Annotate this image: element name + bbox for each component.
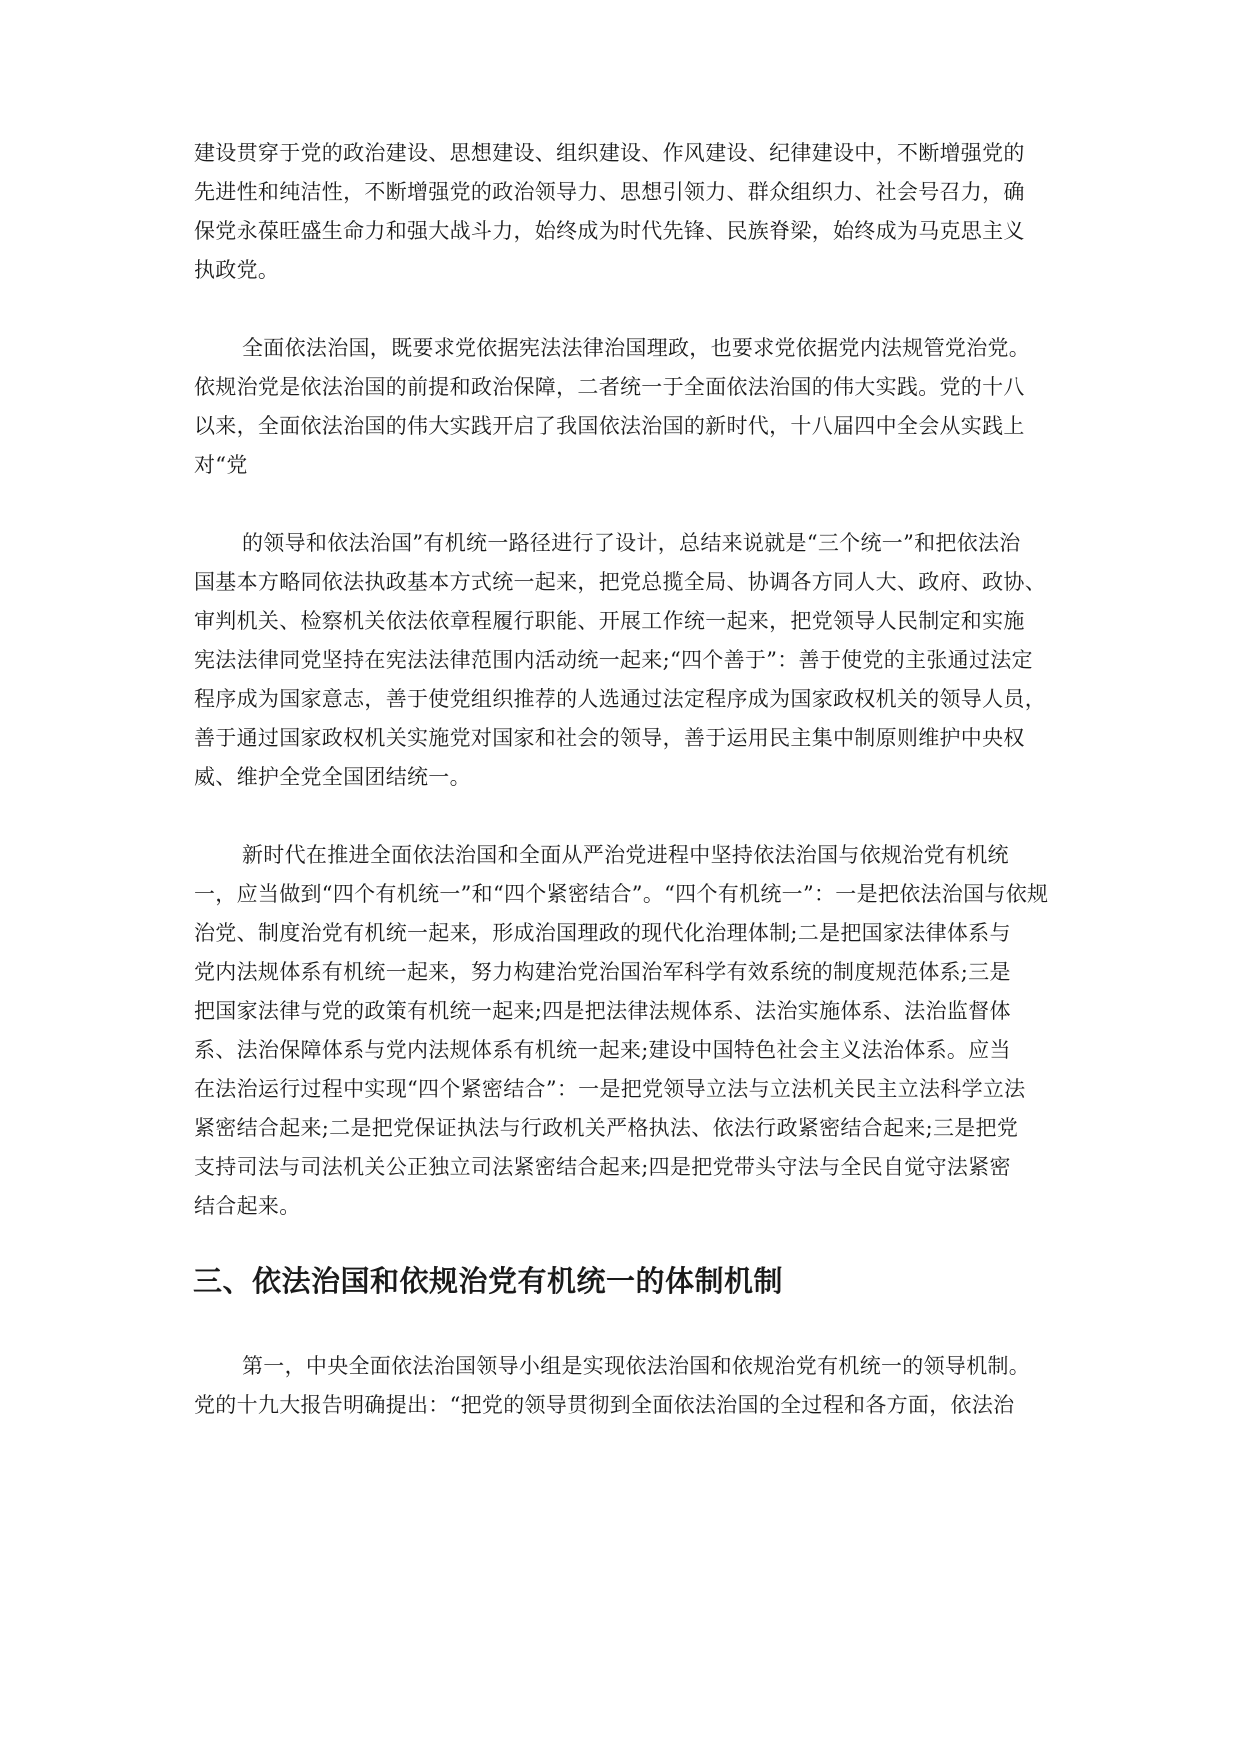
paragraph-line: 威、维护全党全国团结统一。 [194,765,471,789]
paragraph-line: 先进性和纯洁性，不断增强党的政治领导力、思想引领力、群众组织力、社会号召力，确 [194,180,1025,204]
paragraph-line: 审判机关、检察机关依法依章程履行职能、开展工作统一起来，把党领导人民制定和实施 [194,609,1025,633]
paragraph-line: 治党、制度治党有机统一起来，形成治国理政的现代化治理体制;二是把国家法律体系与 [194,921,1011,945]
paragraph-line: 新时代在推进全面依法治国和全面从严治党进程中坚持依法治国与依规治党有机统 [242,843,1009,867]
paragraph-line: 党内法规体系有机统一起来，努力构建治党治国治军科学有效系统的制度规范体系;三是 [194,960,1011,984]
paragraph-line: 结合起来。 [194,1194,301,1218]
paragraph-line: 对“党 [194,453,248,477]
paragraph-line: 全面依法治国，既要求党依据宪法法律治国理政，也要求党依据党内法规管党治党。 [242,336,1031,360]
paragraph-line: 善于通过国家政权机关实施党对国家和社会的领导，善于运用民主集中制原则维护中央权 [194,726,1025,750]
paragraph-line: 把国家法律与党的政策有机统一起来;四是把法律法规体系、法治实施体系、法治监督体 [194,999,1011,1023]
paragraph-line: 建设贯穿于党的政治建设、思想建设、组织建设、作风建设、纪律建设中，不断增强党的 [194,141,1025,165]
paragraph-line: 国基本方略同依法执政基本方式统一起来，把党总揽全局、协调各方同人大、政府、政协、 [194,570,1046,594]
section-heading: 三、依法治国和依规治党有机统一的体制机制 [193,1264,784,1298]
paragraph-line: 系、法治保障体系与党内法规体系有机统一起来;建设中国特色社会主义法治体系。应当 [194,1038,1011,1062]
paragraph-line: 保党永葆旺盛生命力和强大战斗力，始终成为时代先锋、民族脊梁，始终成为马克思主义 [194,219,1025,243]
paragraph-line: 的领导和依法治国”有机统一路径进行了设计，总结来说就是“三个统一”和把依法治 [242,531,1021,555]
paragraph-line: 程序成为国家意志，善于使党组织推荐的人选通过法定程序成为国家政权机关的领导人员， [194,687,1046,711]
paragraph-line: 支持司法与司法机关公正独立司法紧密结合起来;四是把党带头守法与全民自觉守法紧密 [194,1155,1011,1179]
paragraph-line: 执政党。 [194,258,280,282]
paragraph-line: 第一，中央全面依法治国领导小组是实现依法治国和依规治党有机统一的领导机制。 [242,1354,1031,1378]
paragraph-line: 在法治运行过程中实现“四个紧密结合”：一是把党领导立法与立法机关民主立法科学立法 [194,1077,1026,1101]
paragraph-line: 宪法法律同党坚持在宪法法律范围内活动统一起来;“四个善于”：善于使党的主张通过法定 [194,648,1033,672]
paragraph-line: 依规治党是依法治国的前提和政治保障，二者统一于全面依法治国的伟大实践。党的十八 [194,375,1025,399]
paragraph-line: 党的十九大报告明确提出：“把党的领导贯彻到全面依法治国的全过程和各方面，依法治 [194,1393,1015,1417]
paragraph-line: 一，应当做到“四个有机统一”和“四个紧密结合”。“四个有机统一”：一是把依法治国与依规 [194,882,1049,906]
paragraph-line: 以来，全面依法治国的伟大实践开启了我国依法治国的新时代，十八届四中全会从实践上 [194,414,1025,438]
paragraph-line: 紧密结合起来;二是把党保证执法与行政机关严格执法、依法行政紧密结合起来;三是把党 [194,1116,1019,1140]
